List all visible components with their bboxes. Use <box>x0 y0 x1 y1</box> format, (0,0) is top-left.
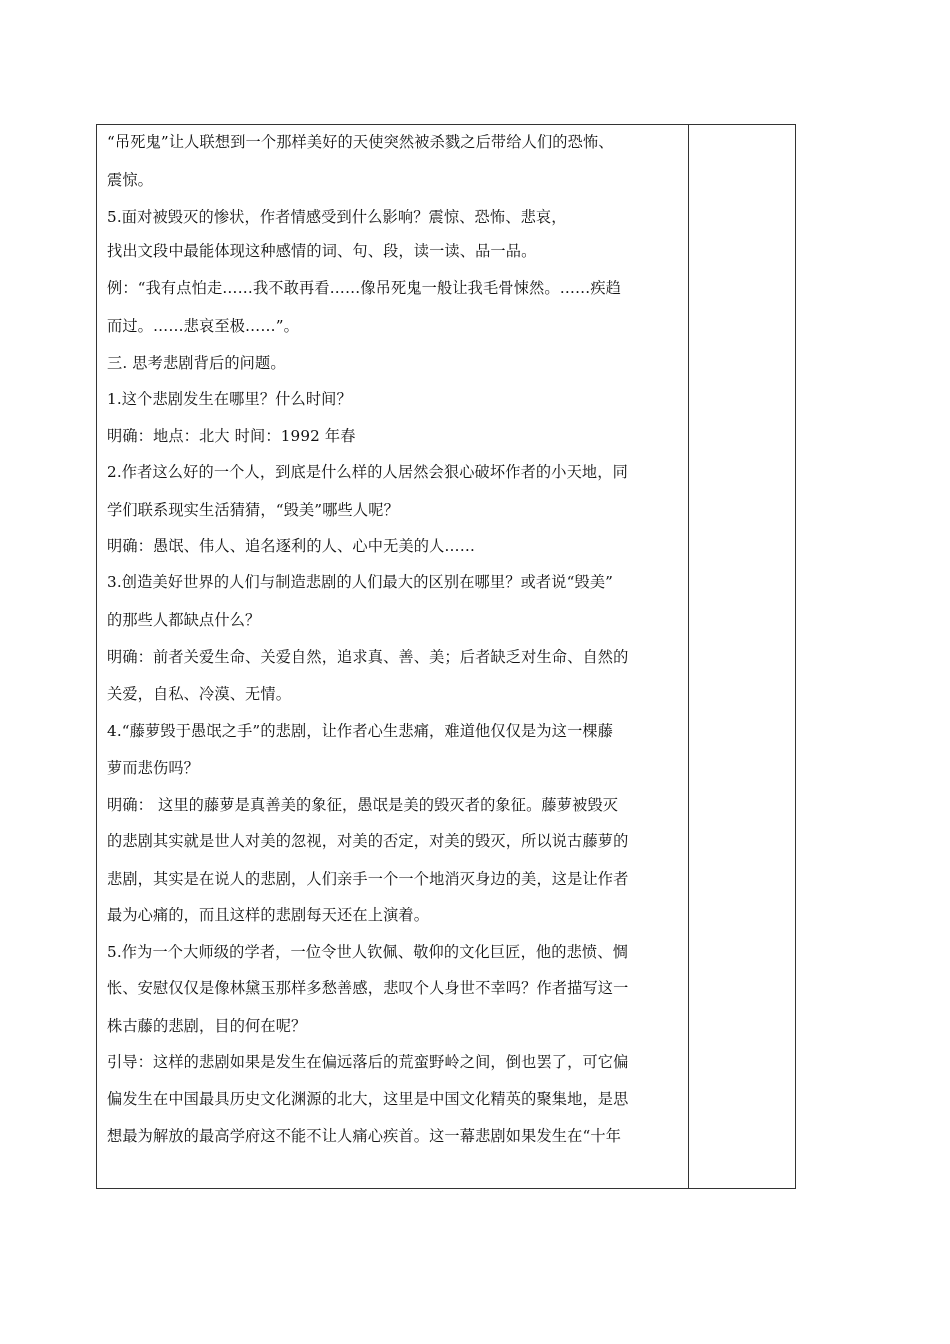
text-line: 明确：地点：北大 时间：1992 年春 <box>107 427 356 445</box>
text-line: 关爱，自私、冷漠、无情。 <box>107 685 292 703</box>
text-line: 震惊。 <box>107 171 154 189</box>
question-line: 3.创造美好世界的人们与制造悲剧的人们最大的区别在哪里？或者说“毁美” <box>107 573 614 591</box>
text-line: 萝而悲伤吗？ <box>107 759 200 777</box>
text-line: 例：“我有点怕走……我不敢再看……像吊死鬼一般让我毛骨悚然。……疾趋 <box>107 279 622 297</box>
text-line: 怅、安慰仅仅是像林黛玉那样多愁善感，悲叹个人身世不幸吗？作者描写这一 <box>107 979 629 997</box>
lesson-table <box>96 124 796 1189</box>
question-line: 5.作为一个大师级的学者，一位令世人钦佩、敬仰的文化巨匠，他的悲愤、惆 <box>107 943 628 961</box>
question-line: 2.作者这么好的一个人，到底是什么样的人居然会狠心破坏作者的小天地，同 <box>107 463 628 481</box>
question-line: 4.“藤萝毁于愚氓之手”的悲剧，让作者心生悲痛，难道他仅仅是为这一棵藤 <box>107 722 614 740</box>
text-line: 而过。……悲哀至极……”。 <box>107 317 299 335</box>
text-line: 引导：这样的悲剧如果是发生在偏远落后的荒蛮野岭之间，倒也罢了，可它偏 <box>107 1053 629 1071</box>
notes-cell <box>689 125 795 1188</box>
text-line: 的那些人都缺点什么？ <box>107 611 261 629</box>
question-line: 1.这个悲剧发生在哪里？什么时间？ <box>107 390 352 408</box>
text-line: “吊死鬼”让人联想到一个那样美好的天使突然被杀戮之后带给人们的恐怖、 <box>107 133 614 151</box>
text-line: 找出文段中最能体现这种感情的词、句、段，读一读、品一品。 <box>107 242 537 260</box>
text-line: 的悲剧其实就是世人对美的忽视，对美的否定，对美的毁灭，所以说古藤萝的 <box>107 832 629 850</box>
section-heading: 三. 思考悲剧背后的问题。 <box>107 354 286 372</box>
text-line: 明确：前者关爱生命、关爱自然，追求真、善、美；后者缺乏对生命、自然的 <box>107 648 629 666</box>
text-line: 株古藤的悲剧，目的何在呢？ <box>107 1017 307 1035</box>
text-line: 明确： 这里的藤萝是真善美的象征，愚氓是美的毁灭者的象征。藤萝被毁灭 <box>107 796 619 814</box>
text-line: 悲剧，其实是在说人的悲剧，人们亲手一个一个地消灭身边的美，这是让作者 <box>107 870 629 888</box>
text-line: 最为心痛的，而且这样的悲剧每天还在上演着。 <box>107 906 430 924</box>
text-line: 偏发生在中国最具历史文化渊源的北大，这里是中国文化精英的聚集地，是思 <box>107 1090 629 1108</box>
text-line: 明确：愚氓、伟人、追名逐利的人、心中无美的人…… <box>107 537 476 555</box>
text-line: 5.面对被毁灭的惨状，作者情感受到什么影响？震惊、恐怖、悲哀， <box>107 208 567 226</box>
text-line: 学们联系现实生活猜猜，“毁美”哪些人呢？ <box>107 501 399 519</box>
text-line: 想最为解放的最高学府这不能不让人痛心疾首。这一幕悲剧如果发生在“十年 <box>107 1127 622 1145</box>
